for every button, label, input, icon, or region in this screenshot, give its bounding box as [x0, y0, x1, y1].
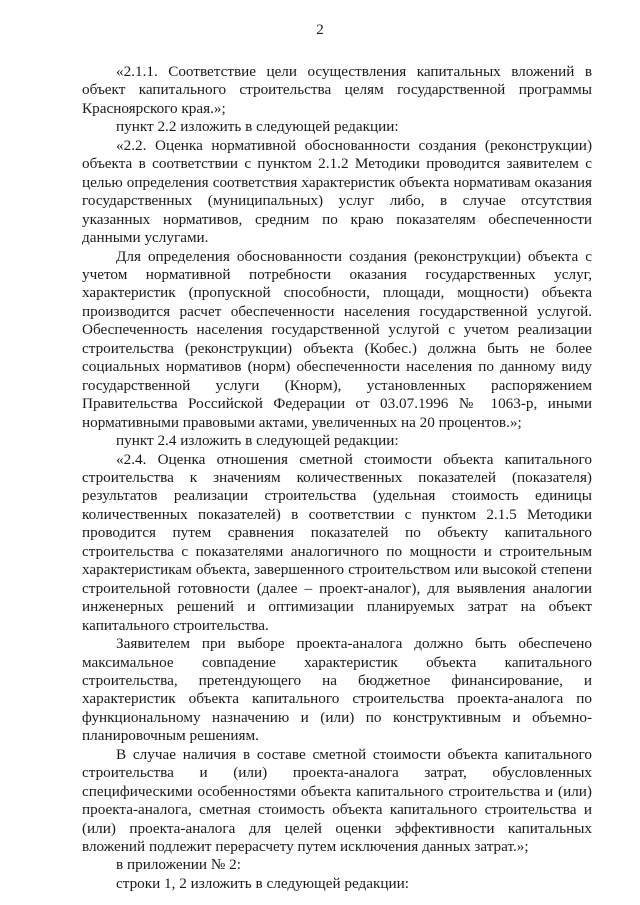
paragraph-2-2-continued: Для определения обоснованности создания (реконструкции) объекта с учетом нормативной потребности оказания государственных услуг, характеристик (пропускной способности, площади, мощности) объекта производится расчет обеспеченности населения государственной услугой. Обеспеченность населения государственной услугой с учетом реализации строительства (реконструкции) объекта (Кобес.) должна быть не более социальных нормативов (норм) обеспеченности населения по данному виду государственной услуги (Кнорм), установленных распоряжением Правительства Российской Федерации от 03.07.1996 № 1063-р, иными нормативными правовыми актами, увеличенных на 20 процентов.»;: [82, 247, 592, 431]
paragraph-rows-1-2: строки 1, 2 изложить в следующей редакции:: [116, 874, 409, 892]
document-body: [82, 63, 592, 893]
paragraph-2-1-1: «2.1.1. Соответствие цели осуществления капитальных вложений в объект капитального строительства целям государственной программы Красноярского края.»;: [82, 63, 592, 117]
paragraph-cost-recalculation: В случае наличия в составе сметной стоимости объекта капитального строительства и (или) проекта-аналога затрат, обусловленных специфическими особенностями объекта капитального строительства и (или) проекта-аналога, сметная стоимость объекта капитального строительства и (или) проекта-аналога для целей оценки эффективности капитальных вложений подлежит перерасчету путем исключения данных затрат.»;: [82, 745, 592, 856]
paragraph-2-2: «2.2. Оценка нормативной обоснованности создания (реконструкции) объекта в соответствии с пунктом 2.1.2 Методики проводится заявителем с целью определения соответствия характеристик объекта нормативам оказания государственных (муниципальных) услуг либо, в случае отсутствия указанных нормативов, средним по краю показателям обеспеченности данными услугами.: [82, 136, 592, 247]
page-number: 2: [316, 22, 324, 38]
paragraph-analog-selection: Заявителем при выборе проекта-аналога должно быть обеспечено максимальное совпадение характеристик объекта капитального строительства, претендующего на бюджетное финансирование, и характеристик объекта капитального строительства проекта-аналога по функциональному назначению и (или) по конструктивным и объемно-планировочным решениям.: [82, 635, 592, 745]
paragraph-2-4: «2.4. Оценка отношения сметной стоимости объекта капитального строительства к значениям количественных показателей (показателя) результатов реализации строительства (удельная стоимость единицы количественных показателей) в соответствии с пунктом 2.1.5 Методики проводится путем сравнения показателей по объекту капитального строительства с показателями аналогичного по мощности и строительным характеристикам объекта, завершенного строительством или высокой степени строительной готовности (далее – проект-аналог), для выявления аналогии инженерных решений и оптимизации планируемых затрат на объект капитального строительства.: [82, 450, 592, 634]
paragraph-amend-2-4: пункт 2.4 изложить в следующей редакции:: [116, 432, 399, 450]
paragraph-amend-2-2: пункт 2.2 изложить в следующей редакции:: [116, 118, 399, 136]
paragraph-appendix-2: в приложении № 2:: [116, 856, 241, 874]
